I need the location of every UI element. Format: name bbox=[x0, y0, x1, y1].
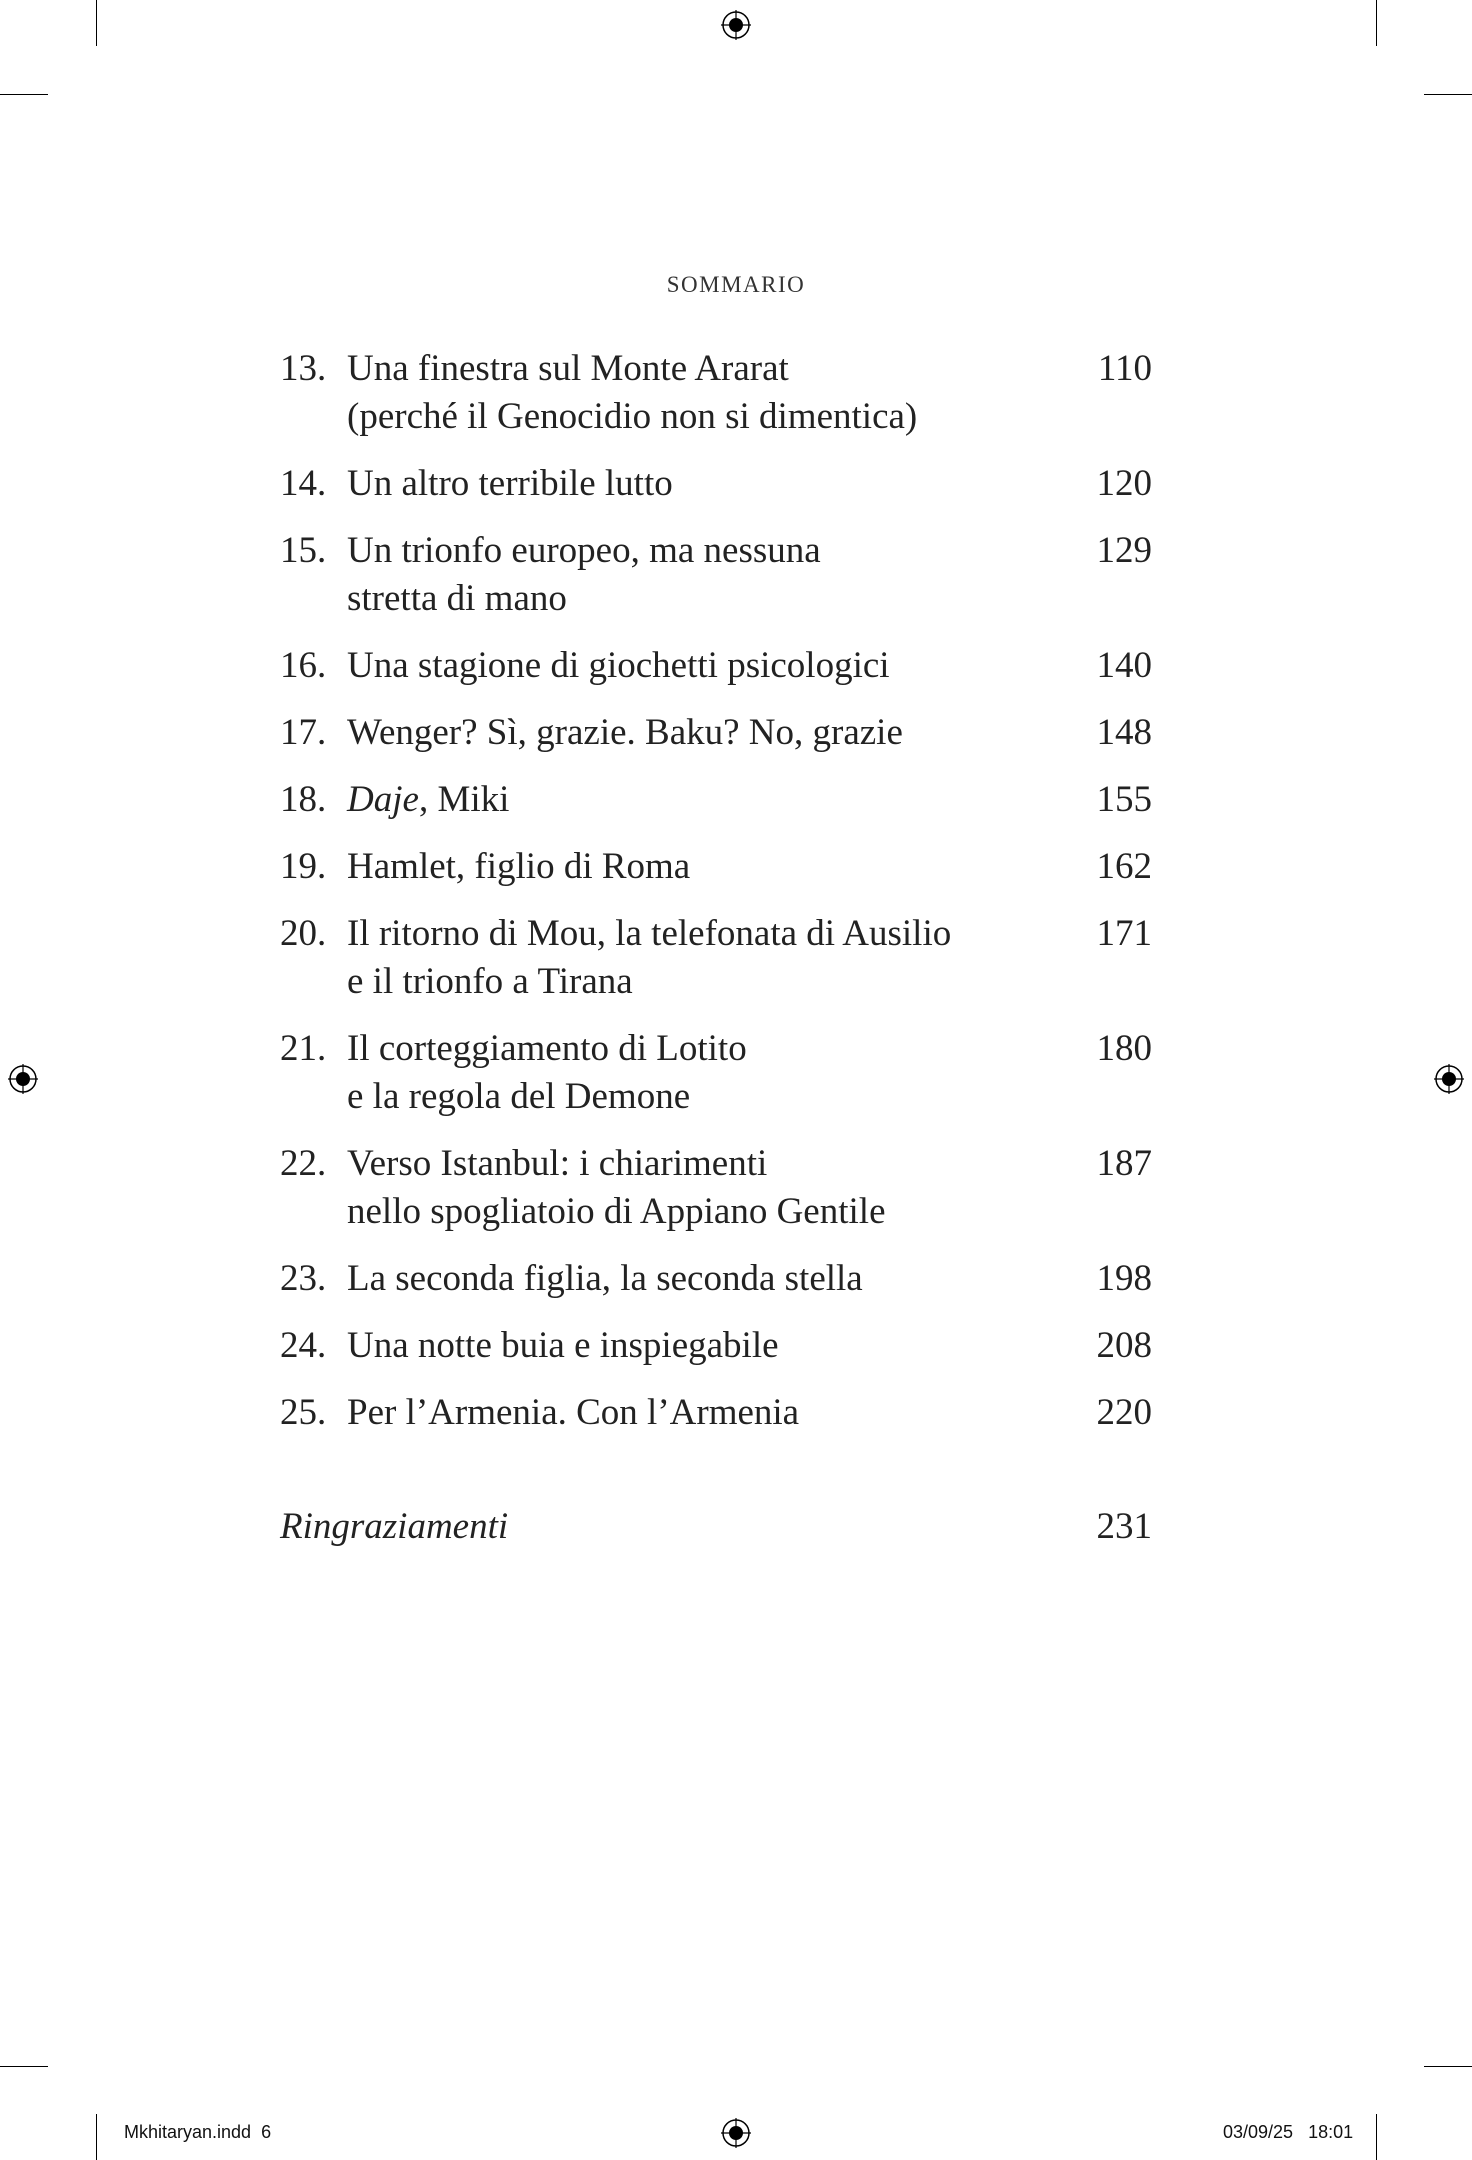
toc-entry-page: 162 bbox=[1096, 846, 1152, 887]
toc-entry-title-line: (perché il Genocidio non si dimentica) bbox=[347, 396, 918, 437]
toc-entry bbox=[280, 345, 1152, 441]
table-of-contents bbox=[280, 345, 1152, 1456]
toc-entry-number: 24. bbox=[280, 1325, 327, 1366]
toc-entry-number: 13. bbox=[280, 348, 327, 389]
footer-file-info bbox=[124, 2122, 271, 2143]
toc-entry-title bbox=[347, 1389, 1027, 1437]
registration-mark-icon bbox=[721, 10, 751, 40]
toc-entry-page: 120 bbox=[1096, 463, 1152, 504]
toc-entry-page: 129 bbox=[1096, 530, 1152, 571]
toc-entry-title-line: Un altro terribile lutto bbox=[347, 463, 673, 504]
toc-entry-title-line bbox=[347, 776, 1027, 824]
toc-entry-title bbox=[347, 1322, 1027, 1370]
toc-entry-title bbox=[347, 1140, 1027, 1236]
toc-entry-page: 148 bbox=[1096, 712, 1152, 753]
toc-entry-page: 155 bbox=[1096, 779, 1152, 820]
toc-entry-title bbox=[347, 1025, 1027, 1121]
crop-mark bbox=[1376, 2114, 1377, 2160]
toc-entry-number: 21. bbox=[280, 1028, 327, 1069]
toc-entry bbox=[280, 910, 1152, 1006]
toc-entry-page: 171 bbox=[1096, 913, 1152, 954]
toc-entry-number: 19. bbox=[280, 846, 327, 887]
toc-entry-title bbox=[347, 776, 1027, 824]
toc-entry-title-line: Per l’Armenia. Con l’Armenia bbox=[347, 1392, 800, 1433]
toc-entry-title-line: e il trionfo a Tirana bbox=[347, 961, 633, 1002]
toc-entry-title bbox=[347, 642, 1027, 690]
crop-mark bbox=[0, 2066, 48, 2067]
toc-entry-title bbox=[347, 843, 1027, 891]
toc-entry-title-line: Una stagione di giochetti psicologici bbox=[347, 645, 890, 686]
toc-entry-title-line: Una finestra sul Monte Ararat bbox=[347, 348, 789, 389]
registration-mark-icon bbox=[1434, 1064, 1464, 1094]
toc-entry bbox=[280, 709, 1152, 757]
toc-entry-number: 20. bbox=[280, 913, 327, 954]
toc-entry-number: 18. bbox=[280, 779, 327, 820]
toc-entry-number: 17. bbox=[280, 712, 327, 753]
footer-time: 18:01 bbox=[1308, 2122, 1354, 2142]
toc-entry bbox=[280, 527, 1152, 623]
toc-entry-title-line: nello spogliatoio di Appiano Gentile bbox=[347, 1191, 886, 1232]
toc-entry-title-line: Un trionfo europeo, ma nessuna bbox=[347, 530, 821, 571]
toc-entry-number: 22. bbox=[280, 1143, 327, 1184]
toc-entry-title-line: e la regola del Demone bbox=[347, 1076, 691, 1117]
toc-entry-title: Ringraziamenti bbox=[280, 1506, 509, 1547]
crop-mark bbox=[0, 94, 48, 95]
toc-entry-page: 208 bbox=[1096, 1325, 1152, 1366]
footer-filename: Mkhitaryan.indd bbox=[124, 2122, 252, 2142]
toc-entry-title-line: Il corteggiamento di Lotito bbox=[347, 1028, 747, 1069]
toc-entry-title bbox=[347, 460, 1027, 508]
crop-mark bbox=[1424, 94, 1472, 95]
toc-entry-number: 14. bbox=[280, 463, 327, 504]
toc-entry-page: 180 bbox=[1096, 1028, 1152, 1069]
toc-entry-number: 23. bbox=[280, 1258, 327, 1299]
toc-entry-acknowledgements bbox=[280, 1503, 1152, 1551]
toc-entry bbox=[280, 1255, 1152, 1303]
registration-mark-icon bbox=[721, 2118, 751, 2148]
toc-entry-title bbox=[347, 709, 1027, 757]
toc-entry-number: 16. bbox=[280, 645, 327, 686]
toc-entry-title bbox=[347, 527, 1027, 623]
crop-mark bbox=[96, 0, 97, 46]
toc-entry bbox=[280, 1322, 1152, 1370]
toc-entry-page: 220 bbox=[1096, 1392, 1152, 1433]
toc-entry-page: 110 bbox=[1097, 348, 1152, 389]
footer-timestamp bbox=[1223, 2122, 1353, 2143]
toc-entry-number: 25. bbox=[280, 1392, 327, 1433]
toc-entry-title-line: La seconda figlia, la seconda stella bbox=[347, 1258, 863, 1299]
toc-entry bbox=[280, 1389, 1152, 1437]
footer-page-number: 6 bbox=[261, 2122, 272, 2142]
crop-mark bbox=[1424, 2066, 1472, 2067]
toc-entry-title bbox=[347, 1255, 1027, 1303]
footer-date: 03/09/25 bbox=[1223, 2122, 1294, 2142]
toc-entry bbox=[280, 776, 1152, 824]
toc-entry bbox=[280, 460, 1152, 508]
toc-entry-title bbox=[347, 345, 1027, 441]
toc-entry-title-line: Una notte buia e inspiegabile bbox=[347, 1325, 779, 1366]
toc-entry-title-line: Hamlet, figlio di Roma bbox=[347, 846, 691, 887]
page-title: SOMMARIO bbox=[666, 272, 806, 297]
toc-entry bbox=[280, 843, 1152, 891]
toc-entry-title-line: Verso Istanbul: i chiarimenti bbox=[347, 1143, 768, 1184]
toc-entry-title bbox=[347, 910, 1027, 1006]
toc-entry-title-line: Il ritorno di Mou, la telefonata di Ausilio bbox=[347, 913, 952, 954]
toc-entry-number: 15. bbox=[280, 530, 327, 571]
crop-mark bbox=[96, 2114, 97, 2160]
toc-entry-page: 231 bbox=[1096, 1506, 1152, 1547]
toc-entry-title-rest: , Miki bbox=[418, 779, 510, 820]
toc-entry-page: 187 bbox=[1096, 1143, 1152, 1184]
toc-entry bbox=[280, 1140, 1152, 1236]
toc-entry-title-line: stretta di mano bbox=[347, 578, 567, 619]
toc-entry bbox=[280, 642, 1152, 690]
toc-entry-page: 140 bbox=[1096, 645, 1152, 686]
toc-entry-title-line: Wenger? Sì, grazie. Baku? No, grazie bbox=[347, 712, 903, 753]
registration-mark-icon bbox=[8, 1064, 38, 1094]
toc-entry-title-italic: Daje bbox=[347, 779, 419, 820]
toc-entry-page: 198 bbox=[1096, 1258, 1152, 1299]
toc-entry bbox=[280, 1025, 1152, 1121]
crop-mark bbox=[1376, 0, 1377, 46]
